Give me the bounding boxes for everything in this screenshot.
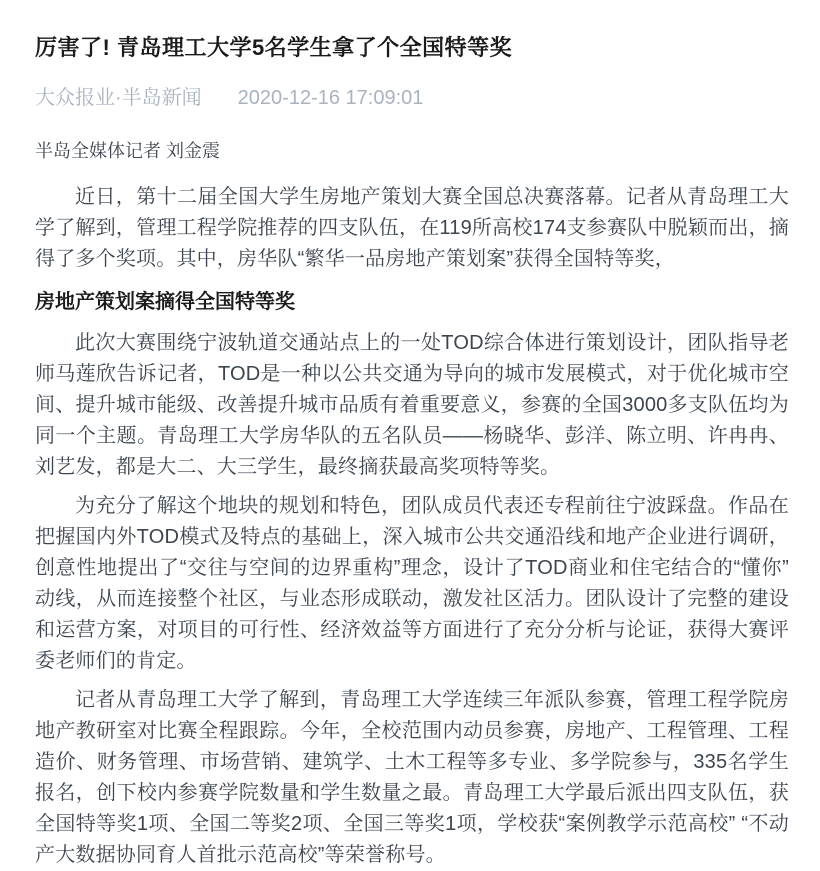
reporter-byline: 半岛全媒体记者 刘金震 <box>35 141 220 161</box>
publish-datetime: 2020-12-16 17:09:01 <box>237 87 424 109</box>
paragraph-2: 此次大赛围绕宁波轨道交通站点上的一处TOD综合体进行策划设计，团队指导老师马莲欣告诉记者，TOD是一种以公共交通为导向的城市发展模式，对于优化城市空间、提升城市能级、改善提升城市品质有着重要意义，参赛的全国3000多支队伍均为同一个主题。青岛理工大学房华队的五名队员——杨晓华、彭洋、陈立明、许冉冉、刘艺发，都是大二、大三学生，最终摘获最高奖项特等奖。 <box>35 332 789 478</box>
paragraph-4: 记者从青岛理工大学了解到，青岛理工大学连续三年派队参赛，管理工程学院房地产教研室对比赛全程跟踪。今年，全校范围内动员参赛，房地产、工程管理、工程造价、财务管理、市场营销、建筑学、土木工程等多专业、多学院参与，335名学生报名，创下校内参赛学院数量和学生数量之最。青岛理工大学最后派出四支队伍，获全国特等奖1项、全国二等奖2项、全国三等奖1项，学校获“案例教学示范高校” “不动产大数据协同育人首批示范高校”等荣誉称号。 <box>35 689 789 866</box>
paragraph-1: 近日，第十二届全国大学生房地产策划大赛全国总决赛落幕。记者从青岛理工大学了解到，管理工程学院推荐的四支队伍，在119所高校174支参赛队中脱颖而出，摘得了多个奖项。其中，房华队“繁华一品房地产策划案”获得全国特等奖， <box>35 186 789 270</box>
article-title: 厉害了! 青岛理工大学5名学生拿了个全国特等奖 <box>35 35 513 60</box>
article-meta-row <box>35 86 789 110</box>
paragraph-3: 为充分了解这个地块的规划和特色，团队成员代表还专程前往宁波踩盘。作品在把握国内外TOD模式及特点的基础上，深入城市公共交通沿线和地产企业进行调研，创意性地提出了“交往与空间的边界重构”理念，设计了TOD商业和住宅结合的“懂你”动线，从而连接整个社区，与业态形成联动，激发社区活力。团队设计了完整的建设和运营方案，对项目的可行性、经济效益等方面进行了充分分析与论证，获得大赛评委老师们的肯定。 <box>35 495 789 672</box>
section-subheading: 房地产策划案摘得全国特等奖 <box>35 291 295 313</box>
source-name[interactable]: 大众报业·半岛新闻 <box>35 87 202 109</box>
